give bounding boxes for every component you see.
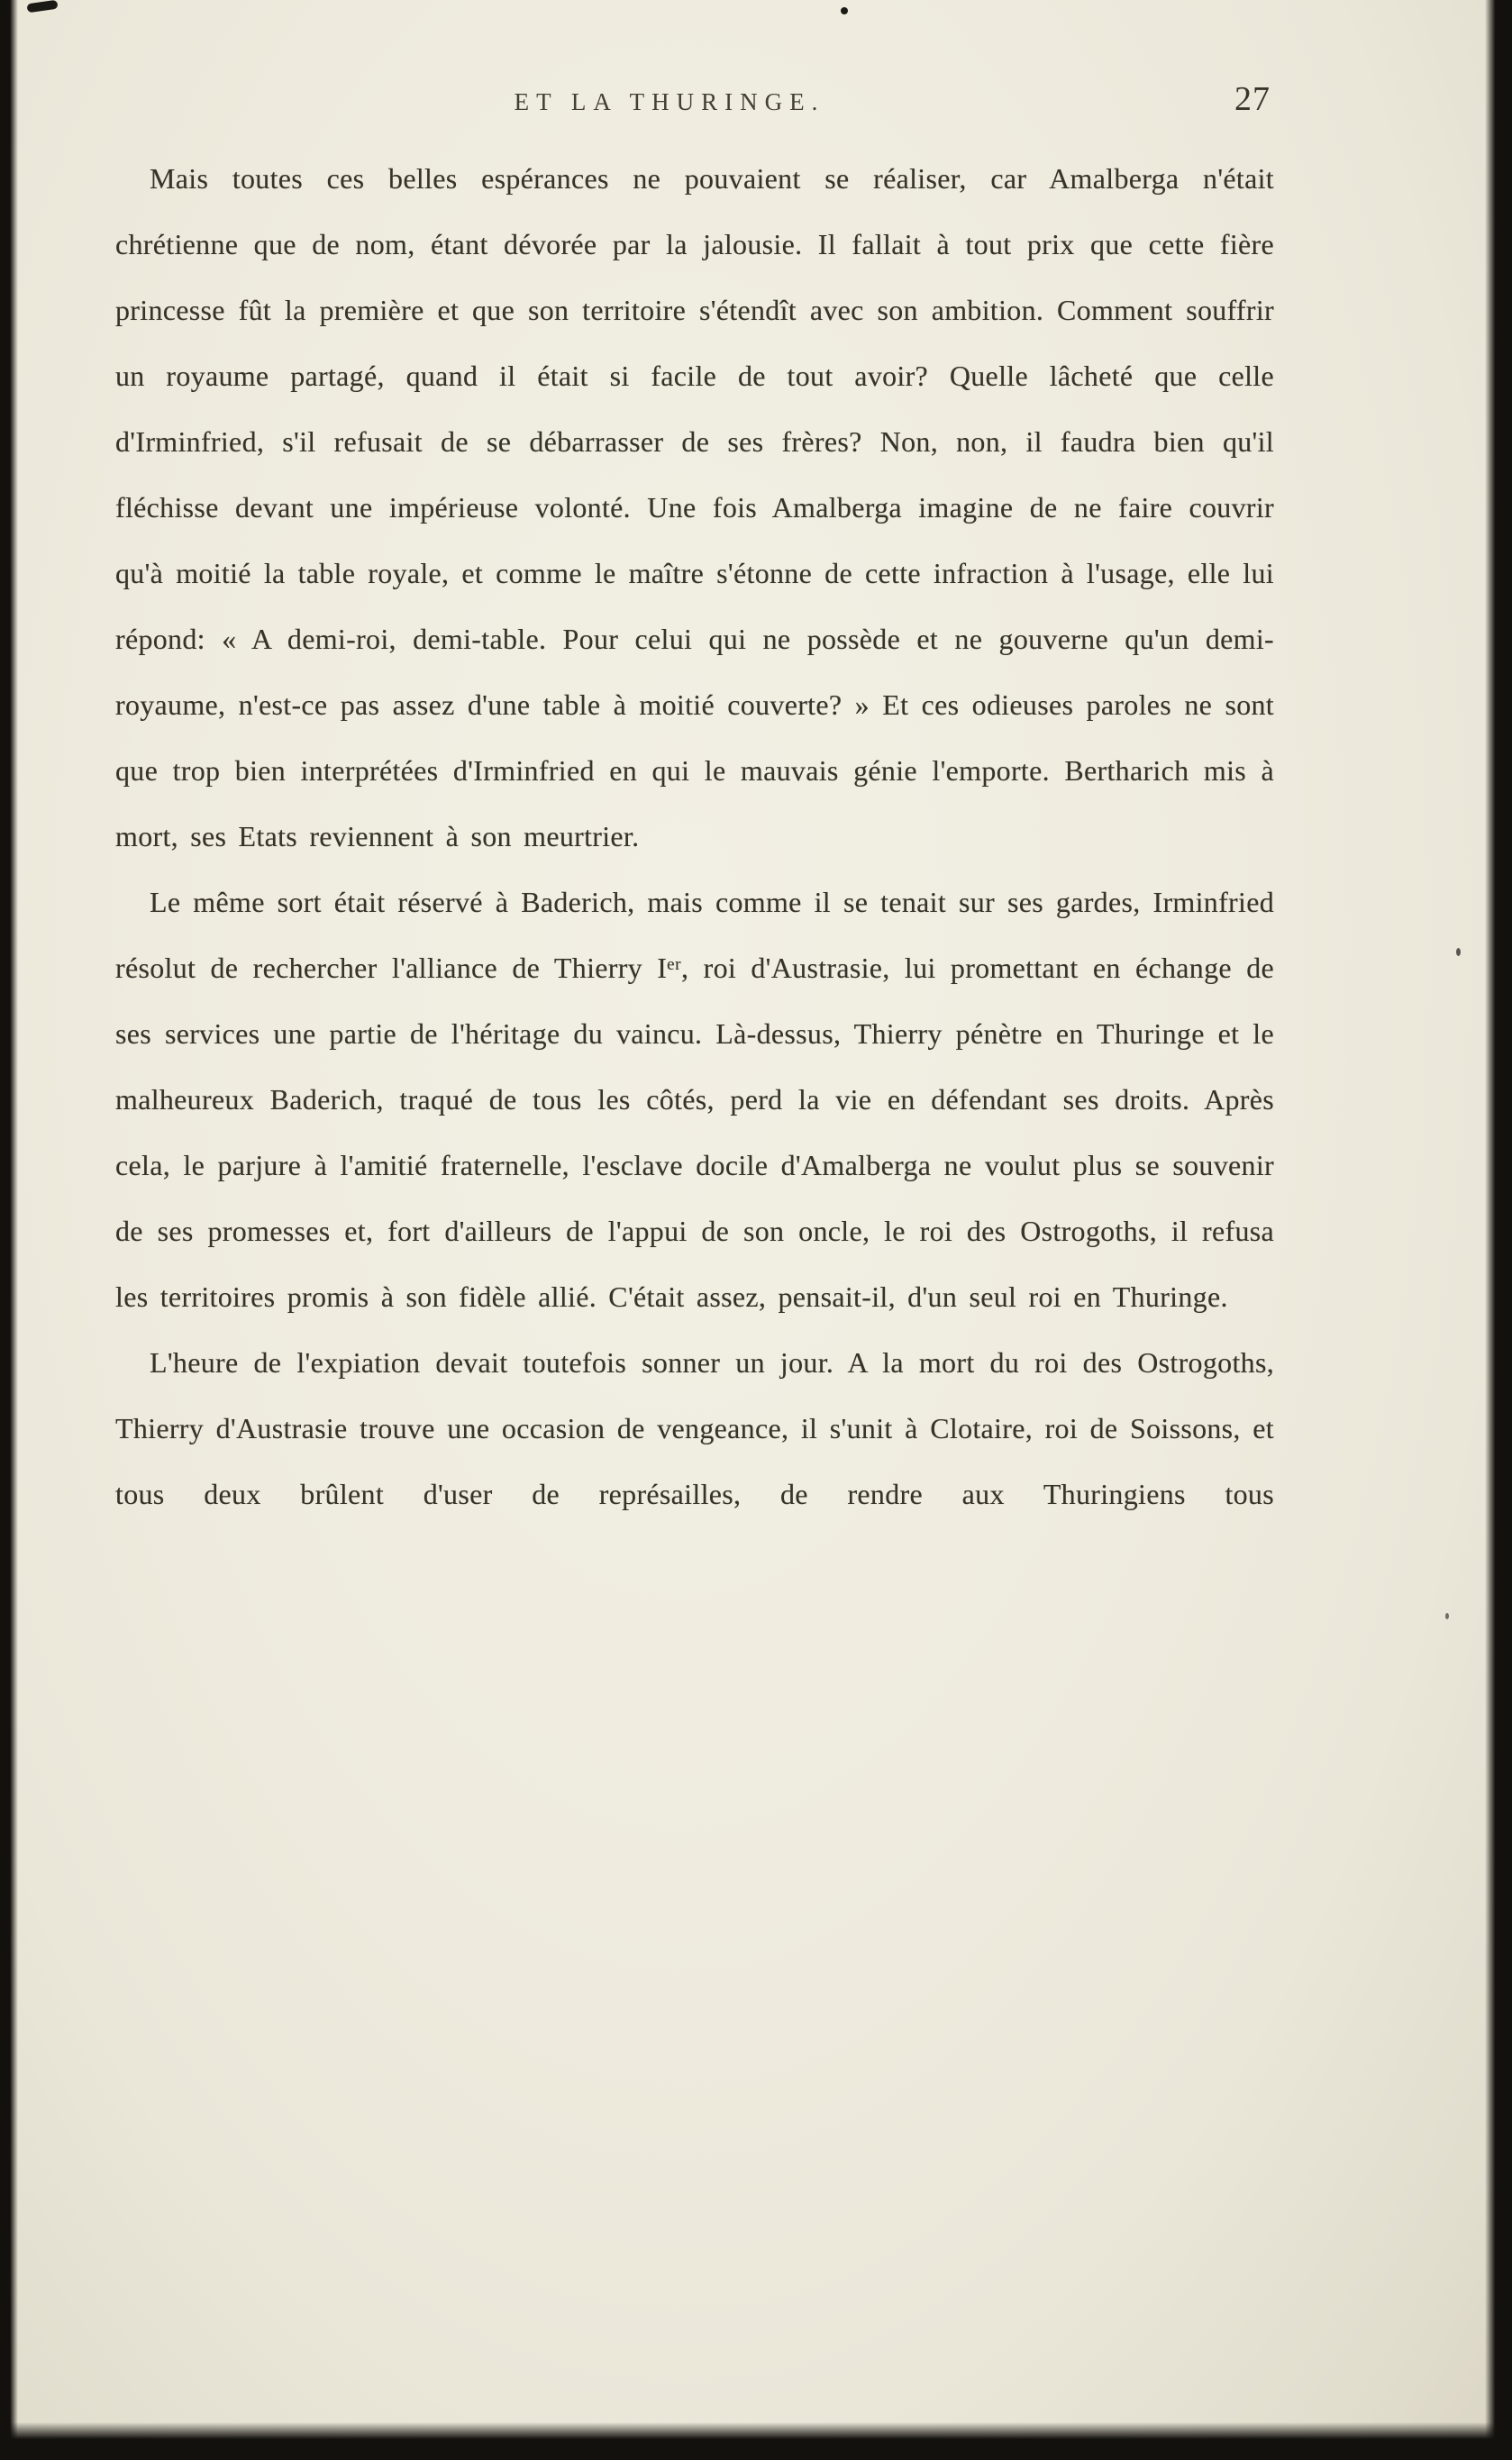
- page-number: 27: [1234, 80, 1271, 118]
- scan-edge-right: [1485, 0, 1512, 2460]
- scan-speck: [841, 7, 848, 14]
- page-content: [115, 77, 1274, 1527]
- page-header: [115, 77, 1274, 132]
- paragraph-2: Le même sort était réservé à Baderich, mais comme il se tenait sur ses gardes, Irminfried résolut de rechercher l'alliance de Thierry Iᵉʳ, roi d'Austrasie, lui promettant en échange de ses services une partie de l'héritage du vaincu. Là-dessus, Thierry pénètre en Thuringe et le malheureux Baderich, traqué de tous les côtés, perd la vie en défendant ses droits. Après cela, le parjure à l'amitié fraternelle, l'esclave docile d'Amalberga ne voulut plus se souvenir de ses promesses et, fort d'ailleurs de l'appui de son oncle, le roi des Ostrogoths, il refusa les territoires promis à son fidèle allié. C'était assez, pensait-il, d'un seul roi en Thuringe.: [115, 886, 1274, 1313]
- scan-edge-bottom: [0, 2422, 1512, 2460]
- paragraph-1: Mais toutes ces belles espérances ne pouvaient se réaliser, car Amalberga n'était chrétienne que de nom, étant dévorée par la jalousie. Il fallait à tout prix que cette fière princesse fût la première et que son territoire s'étendît avec son ambition. Comment souffrir un royaume partagé, quand il était si facile de tout avoir? Quelle lâcheté que celle d'Irminfried, s'il refusait de se débarrasser de ses frères? Non, non, il faudra bien qu'il fléchisse devant une impérieuse volonté. Une fois Amalberga imagine de ne faire couvrir qu'à moitié la table royale, et comme le maître s'étonne de cette infraction à l'usage, elle lui répond: « A demi-roi, demi-table. Pour celui qui ne possède et ne gouverne qu'un demi-royaume, n'est-ce pas assez d'une table à moitié couverte? » Et ces odieuses paroles ne sont que trop bien interprétées d'Irminfried en qui le mauvais génie l'emporte. Bertharich mis à mort, ses Etats reviennent à son meurtrier.: [115, 162, 1274, 852]
- running-header-title: ET LA THURINGE.: [514, 88, 825, 115]
- paragraph-3: L'heure de l'expiation devait toutefois sonner un jour. A la mort du roi des Ostrogoths, Thierry d'Austrasie trouve une occasion de vengeance, il s'unit à Clotaire, roi de Soissons, et tous deux brûlent d'user de représailles, de rendre aux Thuringiens tous: [115, 1346, 1274, 1510]
- scan-speck: [26, 0, 58, 13]
- scan-speck: [1456, 948, 1461, 956]
- scan-edge-left: [0, 0, 18, 2460]
- scan-speck: [1445, 1613, 1449, 1619]
- page-body-text: [115, 146, 1274, 1527]
